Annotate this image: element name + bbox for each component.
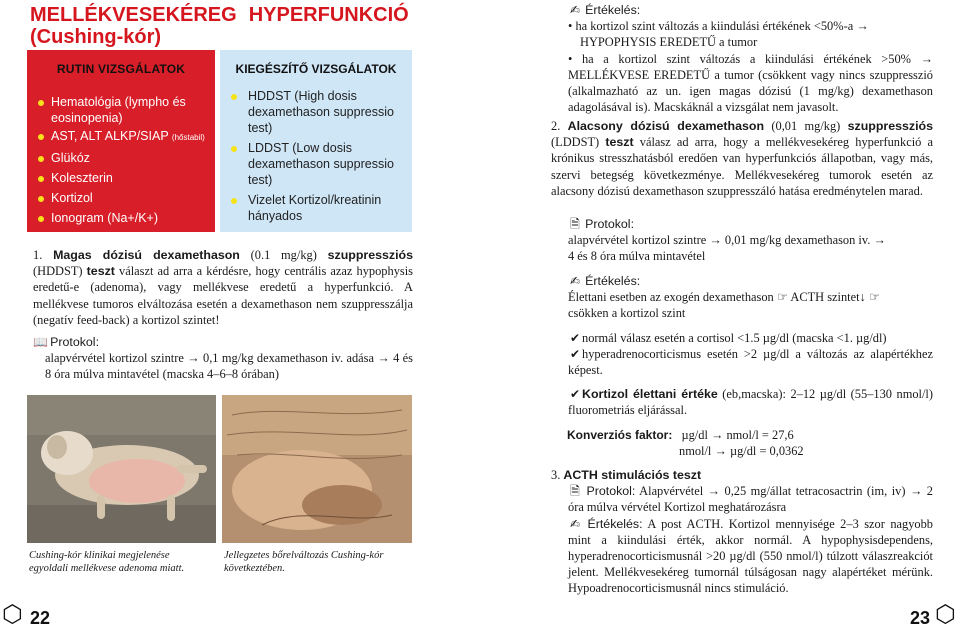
supplementary-tests-heading: KIEGÉSZÍTŐ VIZSGÁLATOK — [235, 62, 397, 76]
routine-tests-box — [27, 50, 215, 232]
list-item: HDDST (High dosis dexamethason suppressio test) — [230, 88, 412, 136]
dog-logo-icon: ⬡ — [2, 600, 23, 628]
conversion-factor: Konverziós faktor: µg/dl → nmol/l = 27,6 nmol/l → µg/dl = 0,0362 — [567, 428, 804, 458]
list-item: Ionogram (Na+/K+) — [37, 210, 215, 226]
check-icon: ✔ — [569, 331, 581, 345]
list-item: Vizelet Kortizol/kreatinin hányados — [230, 192, 412, 224]
document-icon: 🗎 — [570, 217, 580, 231]
arrow-icon: → — [856, 19, 869, 34]
arrow-icon: → — [710, 428, 724, 442]
pencil-icon: ✍ — [569, 3, 581, 17]
list-item: LDDST (Low dosis dexamethason suppressio test) — [230, 140, 412, 188]
supplementary-tests-box — [220, 50, 412, 232]
photo1-caption: Cushing-kór klinikai megjelenése egyoldali mellékvese adenoma miatt. — [29, 550, 185, 574]
document-icon: 🗎 — [570, 484, 580, 499]
list-item: AST, ALT ALKP/SIAP (hőstabil) — [37, 128, 215, 146]
skin-lesion-photo — [222, 395, 412, 543]
acth-section: 3. ACTH stimulációs teszt 🗎 Protokol: Alapvérvétel → 0,25 mg/állat tetracosactrin (im, iv) → 2 óra múlva vérvétel Kortizol meghatározásra ✍ Értékelés: A post ACTH. Kortizol mennyisége 2–3 szor nagyobb mint a kiindulási érték, akkor normál. A hypophysisdependens, hyperadrenocorticismusnál >20 µg/dl (550 nmol/l) túlzott válaszreakciót jelent. Mellékvesekéreg tumornál túlságosan nagy alapértéket mérünk. Hypoadrenocorticismusnál nincs stimuláció. — [551, 468, 933, 596]
arrow-icon: → — [187, 351, 200, 366]
page-number-left: 22 — [30, 608, 51, 628]
page-number-right: 23 — [910, 608, 931, 628]
lddst-protokol: 🗎 Protokol: alapvérvétel kortizol szintre → 0,01 mg/kg dexamethason iv. → 4 és 8 óra múlva mintavétel — [568, 217, 886, 264]
pencil-icon: ✍ — [569, 516, 581, 531]
list-item: Koleszterin — [37, 170, 215, 186]
check-icon: ✔ — [569, 387, 581, 401]
arrow-icon: → — [707, 484, 721, 499]
dog-photo-illustration — [27, 395, 216, 543]
hddst-evaluation: ✍ Értékelés: • ha kortizol szint változás a kiindulási értékének <50%-a → HYPOPHYSIS EREDETŰ a tumor • ha a kortizol szint változás a kiindulási értékének >50% → MELLÉKVESE EREDETŰ a tumor (csökkent vagy nincs szuppresszió (alkalmazható az un. igen magas dózisú (1 mg/kg) dexamethason adagolásával is). Macskáknál a vizsgálat nem javasolt. — [568, 3, 933, 115]
down-arrow-icon: ↓ — [859, 290, 866, 305]
pointing-hand-icon: ☞ — [776, 290, 788, 305]
list-item: Hematológia (lympho és eosinopenia) — [37, 94, 215, 126]
lddst-evaluation: ✍ Értékelés: Élettani esetben az exogén dexamethason ☞ ACTH szintet↓ ☞ csökken a kortizol szint — [568, 274, 880, 321]
list-item: Glükóz — [37, 150, 215, 166]
check-icon: ✔ — [569, 347, 581, 362]
response-values: ✔ normál válasz esetén a cortisol <1.5 µg/dl (macska <1. µg/dl) ✔ hyperadrenocorticismus esetén >2 µg/dl a változás az alapértékhez képest. — [568, 331, 933, 378]
arrow-icon: → — [909, 484, 923, 499]
hddst-protokol: 📖 Protokol: alapvérvétel kortizol szintre → 0,1 mg/kg dexamethason iv. adása → 4 és 8 óra múlva mintavétel (macska 4–6–8 órában) — [33, 335, 413, 382]
kortizol-reference: ✔ Kortizol élettani értéke (eb,macska): 2–12 µg/dl (55–130 nmol/l) fluorometriás eljárással. — [568, 387, 933, 418]
arrow-icon: → — [873, 233, 886, 248]
lddst-paragraph: 2. Alacsony dózisú dexamethason (0,01 mg/kg) szuppressziós (LDDST) teszt válasz ad arra, hogy a mellékvesekéreg hyperfunkció a krónikus stresszhatásból eredően van hyperfunkciós állapotban, vagy más, szervi betegség következménye. Mellékvesekéreg tumorok esetén az alacsony dózisú dexamethason szuppresszáló hatása eredménytelen marad. — [551, 119, 934, 198]
pencil-icon: ✍ — [569, 274, 581, 288]
photo2-caption: Jellegzetes bőrelváltozás Cushing-kór következtében. — [224, 550, 384, 574]
cushing-dog-photo — [27, 395, 216, 543]
arrow-icon: → — [714, 444, 727, 458]
hddst-paragraph: 1. Magas dózisú dexamethason (0.1 mg/kg) szuppressziós (HDDST) teszt választ ad arra a kérdésre, hogy centrális azaz hypophysis eredetű-e (adenoma), vagy mellékvese eredetű a hyperfunkció. A mellékvese tumoros elváltozása esetén a dexamethason nem szuppresszálja (negatív feed-back) a kortizol szintet! — [33, 248, 414, 327]
book-icon: 📖 — [33, 335, 48, 349]
arrow-icon: → — [920, 51, 933, 66]
arrow-icon: → — [377, 351, 390, 366]
page-title: MELLÉKVESEKÉREG HYPERFUNKCIÓ (Cushing-kór) — [30, 4, 409, 48]
dog-logo-icon: ⬡ — [935, 600, 956, 628]
skin-photo-illustration — [222, 395, 412, 543]
routine-tests-heading: RUTIN VIZSGÁLATOK — [56, 62, 186, 76]
arrow-icon: → — [709, 233, 722, 248]
list-item: Kortizol — [37, 190, 215, 206]
pointing-hand-icon: ☞ — [868, 290, 880, 305]
